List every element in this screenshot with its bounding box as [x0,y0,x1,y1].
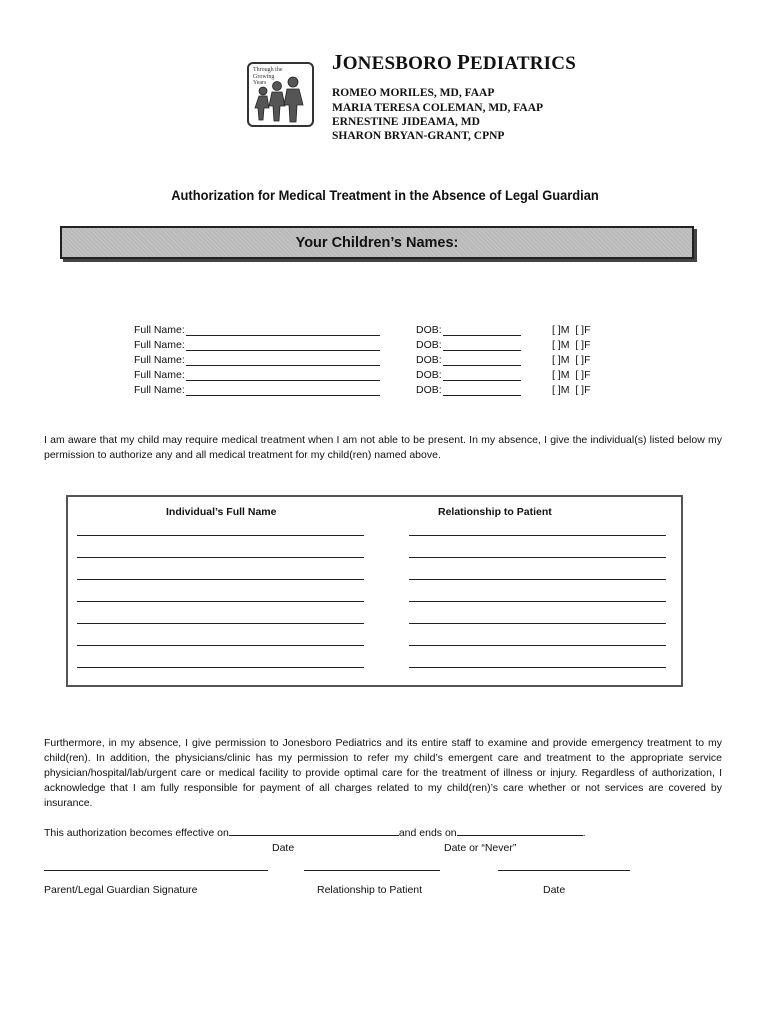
table-header-relationship: Relationship to Patient [438,506,552,518]
child-row [134,324,614,339]
full-name-field[interactable] [186,350,380,351]
full-name-label: Full Name: [134,354,185,366]
banner-label: Your Children’s Names: [295,235,459,251]
guardian-signature-label: Parent/Legal Guardian Signature [44,884,198,896]
sex-checkboxes[interactable]: [ ]M [ ]F [552,339,591,351]
effective-middle: and ends on [398,827,457,839]
individual-name-field[interactable] [77,667,364,668]
child-row [134,384,614,399]
relationship-field[interactable] [409,579,666,580]
relationship-label: Relationship to Patient [317,884,423,896]
children-figures-icon [249,64,312,125]
effective-suffix: . [582,827,586,839]
child-row [134,339,614,354]
full-name-field[interactable] [186,395,380,396]
sex-checkboxes[interactable]: [ ]M [ ]F [552,369,591,381]
relationship-field[interactable] [409,535,666,536]
awareness-paragraph: I am aware that my child may require medical treatment when I am not able to be present. In my absence, I give the individual(s) listed below my permission to authorize any and all medical treatment for my child(ren) named above. [44,434,722,461]
individual-name-field[interactable] [77,557,364,558]
doctor-name: ERNESTINE JIDEAMA, MD [332,116,480,128]
individual-name-field[interactable] [77,601,364,602]
dob-field[interactable] [443,350,521,351]
sex-checkboxes[interactable]: [ ]M [ ]F [552,384,591,396]
dob-field[interactable] [443,380,521,381]
clinic-name-initial: J [332,50,343,74]
child-row [134,354,614,369]
individuals-table [66,495,683,687]
full-name-label: Full Name: [134,339,185,351]
individual-name-field[interactable] [77,623,364,624]
children-names-banner [60,226,694,259]
dob-field[interactable] [443,395,521,396]
dob-label: DOB: [416,354,442,366]
consent-paragraph: Furthermore, in my absence, I give permission to Jonesboro Pediatrics and its entire staff to examine and provide emergency treatment to my child(ren). In addition, the physicians/clinic has my permission to refer my child’s emergent care and treatment to the appropriate service physician/hospital/lab/urgent care or medical facility to provide optimal care for the treatment of illness or injury. Regardless of authorization, I acknowledge that I am fully responsible for payment of all charges related to my child(ren)’s care whether or not services are covered by insurance. [44,737,722,809]
signature-date-label: Date [543,884,566,896]
dob-field[interactable] [443,335,521,336]
logo-text-line: Growing [253,73,275,80]
full-name-label: Full Name: [134,384,185,396]
logo-text-line: Through the [253,67,283,73]
dob-label: DOB: [416,369,442,381]
clinic-logo [247,62,314,127]
effective-end-field[interactable] [457,825,583,836]
full-name-field[interactable] [186,365,380,366]
clinic-name-part: EDIATRICS [469,53,576,74]
clinic-name-initial: P [456,50,470,74]
doctor-name: MARIA TERESA COLEMAN, MD, FAAP [332,102,544,114]
signature-date-field[interactable] [498,870,630,871]
end-date-label: Date or “Never” [444,842,517,854]
form-title: Authorization for Medical Treatment in the Absence of Legal Guardian [171,187,599,203]
relationship-field[interactable] [409,667,666,668]
relationship-signature-field[interactable] [304,870,440,871]
effective-prefix: This authorization becomes effective on [44,827,229,839]
sex-checkboxes[interactable]: [ ]M [ ]F [552,324,591,336]
full-name-field[interactable] [186,335,380,336]
relationship-field[interactable] [409,623,666,624]
doctor-name: ROMEO MORILES, MD, FAAP [332,87,495,99]
dob-label: DOB: [416,339,442,351]
clinic-name [332,50,576,75]
full-name-label: Full Name: [134,369,185,381]
full-name-field[interactable] [186,380,380,381]
dob-field[interactable] [443,365,521,366]
clinic-name-part: ONESBORO [342,53,457,74]
child-row [134,369,614,384]
relationship-field[interactable] [409,557,666,558]
doctor-name: SHARON BRYAN-GRANT, CPNP [332,130,505,142]
sex-checkboxes[interactable]: [ ]M [ ]F [552,354,591,366]
logo-text-line: Years [253,80,267,86]
table-header-name: Individual’s Full Name [166,506,277,518]
guardian-signature-field[interactable] [44,870,268,871]
dob-label: DOB: [416,324,442,336]
dob-label: DOB: [416,384,442,396]
relationship-field[interactable] [409,601,666,602]
individual-name-field[interactable] [77,579,364,580]
effective-start-field[interactable] [229,825,399,836]
individual-name-field[interactable] [77,535,364,536]
full-name-label: Full Name: [134,324,185,336]
relationship-field[interactable] [409,645,666,646]
effective-line [44,825,586,839]
individual-name-field[interactable] [77,645,364,646]
start-date-label: Date [272,842,295,854]
